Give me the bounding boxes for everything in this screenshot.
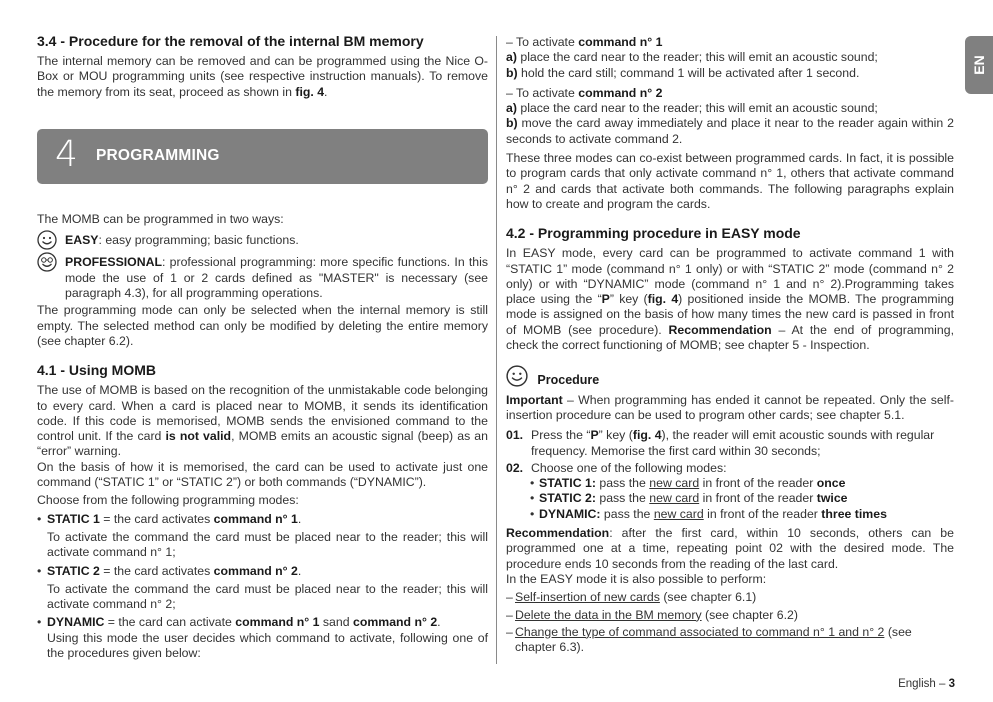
activate-cmd1-a: a) place the card near to the reader; this will emit an acoustic sound; (506, 50, 878, 65)
smiley-icon (506, 365, 528, 387)
language-tab: EN (965, 36, 993, 94)
activate-cmd2-a: a) place the card near to the reader; this will emit an acoustic sound; (506, 101, 878, 116)
step-02: 02. Choose one of the following modes: (506, 460, 727, 475)
activate-cmd2-b: b) move the card away immediately and place it near to the reader again within 2 seconds to activate command 2. (506, 116, 954, 146)
step-01: 01. Press the “P” key (fig. 4), the reader will emit acoustic sounds with regular frequency. Memorise the first card within 30 seconds; (506, 428, 935, 458)
page-footer: English – 3 (898, 678, 955, 690)
important-note: Important – When programming has ended it cannot be repeated. Only the self-insertion procedure can be used to program other cards; see chapter 5.1. (506, 392, 954, 422)
static2-item: • STATIC 2 = the card activates command n° 2. (37, 564, 488, 579)
activate-cmd2: – To activate command n° 2 (506, 85, 663, 100)
smiley-icon (37, 230, 57, 250)
intro-text: The MOMB can be programmed in two ways: (37, 211, 284, 226)
mode-dynamic: • DYNAMIC: pass the new card in front of the reader three times (506, 507, 954, 522)
dynamic-desc: Using this mode the user decides which command to activate, following one of the procedures given below: (47, 630, 488, 661)
right-column (506, 35, 954, 655)
activate-cmd1-b: b) hold the card still; command 1 will be activated after 1 second. (506, 65, 860, 80)
section-4-1-p2: On the basis of how it is memorised, the card can be used to activate just one command (“STATIC 1” or “STATIC 2”) or both commands (“DYNAMIC”). (37, 459, 488, 490)
procedure-heading (506, 365, 954, 388)
smiley-glasses-icon (37, 252, 57, 272)
mode-static1: • STATIC 1: pass the new card in front of the reader once (506, 476, 954, 491)
section-4-2-title: 4.2 - Programming procedure in EASY mode (506, 225, 801, 242)
activate-cmd1: – To activate command n° 1 (506, 35, 663, 49)
also-text: In the EASY mode it is also possible to perform: (506, 571, 767, 586)
link-delete-data: – Delete the data in the BM memory (see chapter 6.2) (506, 608, 954, 623)
static2-desc: To activate the command the card must be placed near to the reader; this will activate command n° 2; (47, 581, 488, 612)
chapter-number: 4 (55, 133, 78, 175)
section-4-1-title: 4.1 - Using MOMB (37, 362, 157, 379)
section-3-4-text: The internal memory can be removed and can be programmed using the Nice O-Box or MOU programming units (see respective instruction manuals). To remove the memory from its seat, proceed as shown in fig. 4. (37, 54, 488, 99)
static1-desc: To activate the command the card must be placed near to the reader; this will activate command n° 1; (47, 529, 488, 560)
static1-item: • STATIC 1 = the card activates command n° 1. (37, 512, 488, 527)
recommendation-text: Recommendation: after the first card, within 10 seconds, others can be programmed one at a time, repeating point 02 with the desired mode. The procedure ends 10 seconds from the reading of the last card. (506, 526, 954, 571)
easy-mode-item: EASY: easy programming; basic functions. (37, 233, 488, 248)
procedure-label: Procedure (537, 373, 600, 388)
mode-note: The programming mode can only be selected when the internal memory is still empty. The selected method can only be modified by deleting the entire memory (see chapter 6.2). (37, 303, 488, 348)
mode-static2: • STATIC 2: pass the new card in front of the reader twice (506, 491, 954, 506)
chapter-title: PROGRAMMING (96, 146, 220, 164)
professional-mode-item: PROFESSIONAL: professional programming: more specific functions. In this mode the use of 1 or 2 cards defined as "MASTER" is necessary (see paragraph 4.3), for all programming operations. (37, 255, 488, 301)
left-column (37, 32, 488, 661)
coexist-text: These three modes can co-exist between programmed cards. In fact, it is possible to program cards that only activate command n° 1, others that activate command n° 2 and cards that activate both commands. The following paragraphs explain how to create and program the cards. (506, 151, 954, 211)
page-number: 3 (948, 678, 955, 690)
section-3-4-title: 3.4 - Procedure for the removal of the internal BM memory (37, 33, 424, 49)
dynamic-item: • DYNAMIC = the card can activate command n° 1 sand command n° 2. (37, 615, 488, 630)
section-4-2-text: In EASY mode, every card can be programmed to activate command 1 with “STATIC 1” mode (command n° 1 only) or with “STATIC 2” mode (command n° 2 only) or with “DYNAMIC” mode (command n° 1 and n° 2).Programming takes place using the “P” key (fig. 4) positioned inside the MOMB. The programming mode is assigned on the basis of how many times the new card is passed in front of MOMB (see procedure). Recommendation – At the end of programming, check the correct functioning of MOMB; see chapter 5 - Inspection. (506, 246, 954, 353)
section-4-1-p1: The use of MOMB is based on the recognition of the unmistakable code belonging to every card. When a card is placed near to MOMB, it sends its identification code. If this code is memorised, MOMB sends the envisioned command to the control unit. If the card is not valid, MOMB emits an acoustic signal (beep) as an “error” warning. (37, 383, 488, 459)
link-change-command: – Change the type of command associated to command n° 1 and n° 2 (see chapter 6.3). (506, 625, 954, 656)
section-4-1-p3: Choose from the following programming modes: (37, 493, 299, 508)
chapter-banner (37, 129, 488, 184)
column-divider (496, 36, 497, 664)
link-self-insertion: – Self-insertion of new cards (see chapter 6.1) (506, 590, 954, 605)
